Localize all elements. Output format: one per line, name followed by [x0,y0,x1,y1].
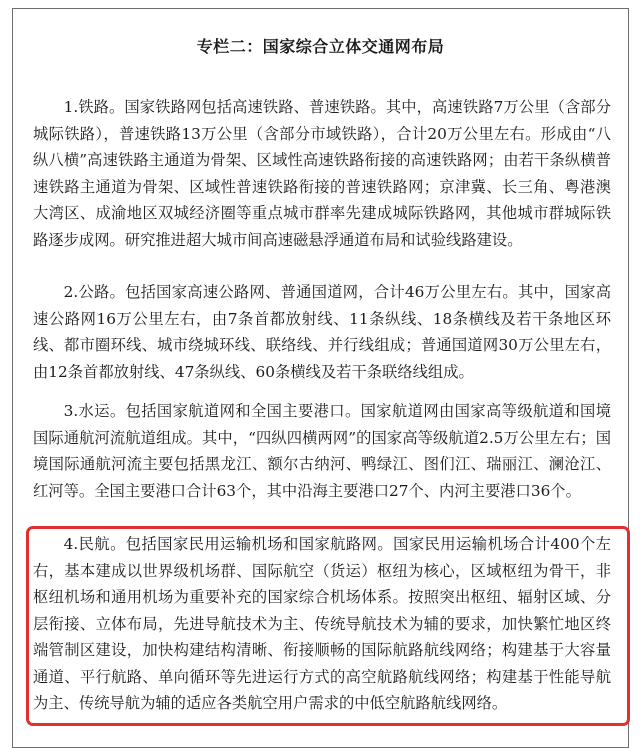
paragraph-waterway: 3.水运。包括国家航道网和全国主要港口。国家航道网由国家高等级航道和国境国际通航河流航道组成。其中，“四纵四横两网”的国家高等级航道2.5万公里左右；国境国际通航河流主要包括黑龙江、额尔古纳河、鸭绿江、图们江、瑞丽江、澜沧江、红河等。全国主要港口合计63个，其中沿海主要港口27个、内河主要港口36个。 [33,402,611,500]
column-title: 专栏二：国家综合立体交通网布局 [196,37,445,56]
highlight-box [26,526,630,726]
paragraph-civil-aviation: 4.民航。包括国家民用运输机场和国家航路网。国家民用运输机场合计400个左右，基本建成以世界级机场群、国际航空（货运）枢纽为核心，区域枢纽为骨干，非枢纽机场和通用机场为重要补充的国家综合机场体系。按照突出枢纽、辐射区域、分层衔接、立体布局，先进导航技术为主、传统导航技术为辅的要求，加快繁忙地区终端管制区建设，加快构建结构清晰、衔接顺畅的国际航路航线网络；构建基于大容量通道、平行航路、单向循环等先进运行方式的高空航路航线网络；构建基于性能导航为主、传统导航为辅的适应各类航空用户需求的中低空航路航线网络。 [33,535,611,712]
paragraph-railway: 1.铁路。国家铁路网包括高速铁路、普速铁路。其中，高速铁路7万公里（含部分城际铁路），普速铁路13万公里（含部分市域铁路），合计20万公里左右。形成由“八纵八横”高速铁路主通道为骨架、区域性高速铁路衔接的高速铁路网；由若干条纵横普速铁路主通道为骨架、区域性普速铁路衔接的普速铁路网；京津冀、长三角、粤港澳大湾区、成渝地区双城经济圈等重点城市群率先建成城际铁路网，其他城市群城际铁路逐步成网。研究推进超大城市间高速磁悬浮通道布局和试验线路建设。 [33,98,611,249]
paragraph-highway: 2.公路。包括国家高速公路网、普通国道网，合计46万公里左右。其中，国家高速公路网16万公里左右，由7条首都放射线、11条纵线、18条横线及若干条地区环线、都市圈环线、城市绕城环线、联络线、并行线组成；普通国道网30万公里左右，由12条首都放射线、47条纵线、60条横线及若干条联络线组成。 [33,283,611,381]
